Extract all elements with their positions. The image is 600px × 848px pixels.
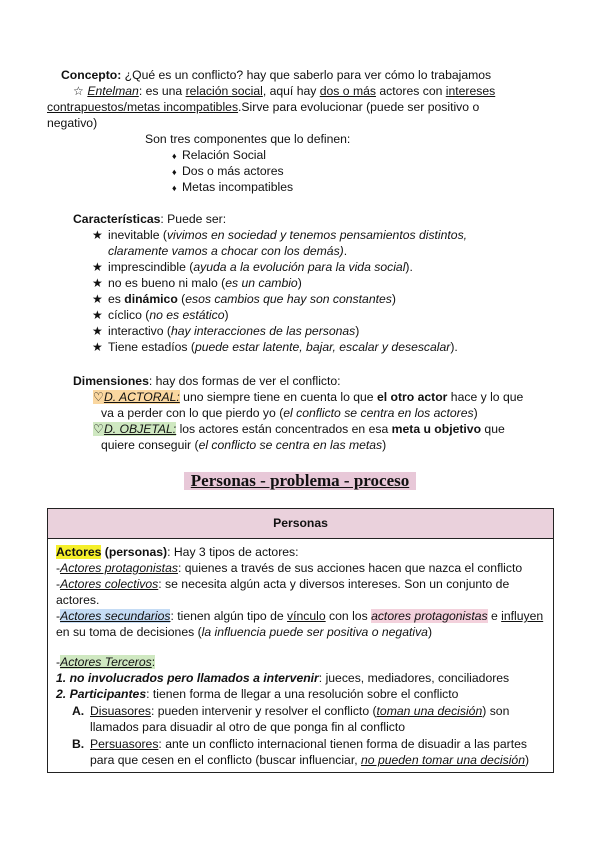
text-fragment: Tiene estadíos ( bbox=[108, 340, 195, 354]
text-fragment: que bbox=[481, 422, 505, 436]
components-intro: Son tres componentes que lo definen: bbox=[145, 132, 351, 146]
table-row bbox=[56, 687, 458, 702]
table-row bbox=[56, 561, 522, 576]
table-row bbox=[56, 625, 432, 640]
dimensiones-heading bbox=[73, 374, 341, 389]
caracteristica-item bbox=[92, 292, 396, 307]
text-fragment: : jueces, mediadores, conciliadores bbox=[318, 671, 510, 685]
term-vinculo: vínculo bbox=[287, 609, 326, 623]
dimension-objetal-name: D. OBJETAL: bbox=[103, 422, 177, 436]
text-fragment: con los bbox=[325, 609, 372, 623]
component-label: Dos o más actores bbox=[182, 164, 284, 178]
star-bullet-icon: ★ bbox=[92, 292, 103, 306]
term-actores-protagonistas: Actores protagonistas bbox=[60, 561, 178, 575]
text-fragment: - bbox=[56, 655, 61, 669]
term-participantes: Participantes bbox=[69, 687, 147, 701]
term-contrapuestos: contrapuestos/metas incompatibles bbox=[47, 100, 239, 114]
text-fragment: no es bueno ni malo ( bbox=[108, 276, 226, 290]
table-row bbox=[56, 609, 543, 624]
text-fragment: : se necesita algún acta y diversos intereses. Son un conjunto de bbox=[158, 577, 510, 591]
diamond-bullet-icon: ♦ bbox=[172, 151, 177, 161]
concepto-question: ¿Qué es un conflicto? hay que saberlo para ver cómo lo trabajamos bbox=[121, 68, 492, 82]
caracteristica-item bbox=[92, 228, 467, 243]
term-meta-u-objetivo: meta u objetivo bbox=[391, 422, 482, 436]
component-label: Relación Social bbox=[182, 148, 267, 162]
text-fragment: - bbox=[56, 577, 61, 591]
star-bullet-icon: ★ bbox=[92, 340, 103, 354]
section-title: Personas - problema - proceso bbox=[184, 472, 416, 490]
text-fragment: : bbox=[151, 655, 156, 669]
text-fragment: los actores están concentrados en esa bbox=[176, 422, 392, 436]
component-item bbox=[172, 164, 284, 180]
text-fragment: actores con bbox=[375, 84, 446, 98]
text-fragment: interactivo ( bbox=[108, 324, 171, 338]
text-fragment: imprescindible ( bbox=[108, 260, 194, 274]
text-fragment: ) bbox=[297, 276, 302, 290]
term-dos-o-mas: dos o más bbox=[319, 84, 376, 98]
dimension-objetal-cont bbox=[101, 438, 386, 453]
caracteristicas-heading bbox=[73, 212, 226, 227]
text-fragment: ) bbox=[355, 324, 360, 338]
text-fragment: ) bbox=[382, 438, 387, 452]
text-fragment: hay interacciones de las personas bbox=[171, 324, 356, 338]
text-fragment: ). bbox=[405, 260, 413, 274]
text-fragment: : ante un conflicto internacional tienen forma de disuadir a las partes bbox=[158, 737, 527, 751]
concepto-definition-line-3: negativo) bbox=[47, 116, 98, 130]
text-fragment: ) bbox=[224, 308, 229, 322]
text-fragment: no es estático bbox=[149, 308, 225, 322]
caracteristica-item-cont bbox=[108, 244, 347, 259]
dimension-objetal bbox=[93, 422, 505, 437]
text-fragment: : tienen forma de llegar a una resolución sobre el conflicto bbox=[146, 687, 459, 701]
component-item bbox=[172, 148, 266, 164]
term-intereses: intereses bbox=[445, 84, 496, 98]
caracteristicas-label: Características bbox=[73, 212, 161, 226]
outline-star-icon: ☆ bbox=[73, 84, 84, 98]
term-no-involucrados: no involucrados pero llamados a intervenir bbox=[69, 671, 319, 685]
text-fragment: ayuda a la evolución para la vida social bbox=[193, 260, 406, 274]
term-toman-una-decision: toman una decisión bbox=[376, 704, 483, 718]
dimension-actoral-cont bbox=[101, 406, 478, 421]
caracteristica-item bbox=[92, 260, 413, 275]
caracteristicas-intro: : Puede ser: bbox=[160, 212, 227, 226]
caracteristica-item bbox=[92, 324, 359, 339]
table-row bbox=[56, 577, 509, 592]
text-fragment: : Hay 3 tipos de actores: bbox=[167, 545, 299, 559]
text-fragment: : tienen algún tipo de bbox=[170, 609, 288, 623]
component-item bbox=[172, 180, 293, 196]
table-row bbox=[72, 704, 509, 719]
term-el-otro-actor: el otro actor bbox=[376, 390, 448, 404]
text-fragment: : quienes a través de sus acciones hacen que nazca el conflicto bbox=[177, 561, 523, 575]
star-bullet-icon: ★ bbox=[92, 324, 103, 338]
text-fragment: (personas) bbox=[101, 545, 168, 559]
text-fragment: - bbox=[56, 609, 61, 623]
text-fragment: : es una bbox=[138, 84, 186, 98]
term-influyen: influyen bbox=[501, 609, 544, 623]
list-letter: A. bbox=[72, 704, 85, 718]
entelman-author: Entelman bbox=[87, 84, 139, 98]
concepto-definition-line-2 bbox=[47, 100, 479, 115]
term-disuasores: Disuasores bbox=[90, 704, 151, 718]
term-no-pueden-tomar-decision: no pueden tomar una decisión bbox=[361, 753, 525, 767]
text-fragment: es bbox=[108, 292, 125, 306]
text-fragment: ( bbox=[177, 292, 186, 306]
table-row: llamados para disuadir al otro de que ponga fin al conflicto bbox=[90, 720, 406, 734]
dimensiones-intro: : hay dos formas de ver el conflicto: bbox=[148, 374, 341, 388]
table-row bbox=[56, 671, 509, 686]
text-fragment: . bbox=[343, 244, 348, 258]
text-fragment: hace y lo que bbox=[447, 390, 524, 404]
table-row bbox=[56, 655, 155, 670]
term-relacion-social: relación social bbox=[185, 84, 263, 98]
term-actores: Actores bbox=[56, 545, 102, 559]
text-fragment: : pueden intervenir y resolver el conflicto ( bbox=[150, 704, 377, 718]
list-letter: B. bbox=[72, 737, 85, 751]
dimension-actoral bbox=[93, 390, 523, 405]
heart-icon: ♡ bbox=[93, 422, 104, 436]
term-persuasores: Persuasores bbox=[90, 737, 159, 751]
text-fragment: ). bbox=[450, 340, 458, 354]
term-actores-terceros: Actores Terceros bbox=[60, 655, 152, 669]
text-fragment: .Sirve para evolucionar (puede ser positivo o bbox=[238, 100, 480, 114]
text-fragment: claramente vamos a chocar con los demás) bbox=[108, 244, 344, 258]
text-fragment: ) bbox=[427, 625, 433, 639]
text-fragment: vivimos en sociedad y tenemos pensamientos distintos, bbox=[166, 228, 468, 242]
caracteristica-item bbox=[92, 308, 229, 323]
dimensiones-label: Dimensiones bbox=[73, 374, 149, 388]
text-fragment: ) bbox=[391, 292, 396, 306]
star-bullet-icon: ★ bbox=[92, 308, 103, 322]
text-fragment: ) bbox=[473, 406, 478, 420]
text-fragment: puede estar latente, bajar, escalar y desescalar bbox=[194, 340, 451, 354]
personas-table bbox=[47, 508, 554, 773]
text-fragment: - bbox=[56, 561, 61, 575]
caracteristica-item bbox=[92, 276, 302, 291]
text-fragment: en su toma de decisiones ( bbox=[56, 625, 202, 639]
text-fragment: esos cambios que hay son constantes bbox=[185, 292, 392, 306]
text-fragment: es un cambio bbox=[225, 276, 298, 290]
component-label: Metas incompatibles bbox=[182, 180, 294, 194]
table-row bbox=[56, 545, 299, 560]
text-fragment: ) son bbox=[482, 704, 510, 718]
concepto-line bbox=[61, 68, 491, 83]
text-fragment: va a perder con lo que pierdo yo ( bbox=[101, 406, 284, 420]
text-fragment: uno siempre tiene en cuenta lo que bbox=[179, 390, 377, 404]
text-fragment: , aquí hay bbox=[262, 84, 320, 98]
text-fragment: el conflicto se centra en las metas bbox=[198, 438, 383, 452]
star-bullet-icon: ★ bbox=[92, 276, 103, 290]
text-fragment: para que cesen en el conflicto (buscar influenciar, bbox=[90, 753, 361, 767]
term-dinamico: dinámico bbox=[124, 292, 178, 306]
table-row bbox=[72, 737, 527, 752]
text-fragment: ) bbox=[524, 753, 530, 767]
concepto-label: Concepto: bbox=[61, 68, 122, 82]
term-actores-protagonistas-ref: actores protagonistas bbox=[371, 609, 488, 623]
table-row bbox=[90, 753, 529, 768]
list-number: 1. bbox=[56, 671, 70, 685]
table-row: actores. bbox=[56, 593, 100, 607]
star-bullet-icon: ★ bbox=[92, 260, 103, 274]
diamond-bullet-icon: ♦ bbox=[172, 167, 177, 177]
diamond-bullet-icon: ♦ bbox=[172, 183, 177, 193]
star-bullet-icon: ★ bbox=[92, 228, 103, 242]
heart-icon: ♡ bbox=[93, 390, 104, 404]
text-fragment: inevitable ( bbox=[108, 228, 167, 242]
dimension-actoral-name: D. ACTORAL: bbox=[103, 390, 180, 404]
list-number: 2. bbox=[56, 687, 70, 701]
term-actores-colectivos: Actores colectivos bbox=[60, 577, 159, 591]
text-fragment: cíclico ( bbox=[108, 308, 150, 322]
concepto-definition-line bbox=[73, 84, 495, 99]
table-header: Personas bbox=[48, 509, 553, 539]
caracteristica-item bbox=[92, 340, 458, 355]
term-actores-secundarios: Actores secundarios bbox=[60, 609, 171, 623]
text-fragment: quiere conseguir ( bbox=[101, 438, 199, 452]
text-fragment: la influencia puede ser positiva o negativa bbox=[201, 625, 428, 639]
text-fragment: e bbox=[487, 609, 502, 623]
text-fragment: el conflicto se centra en los actores bbox=[283, 406, 474, 420]
